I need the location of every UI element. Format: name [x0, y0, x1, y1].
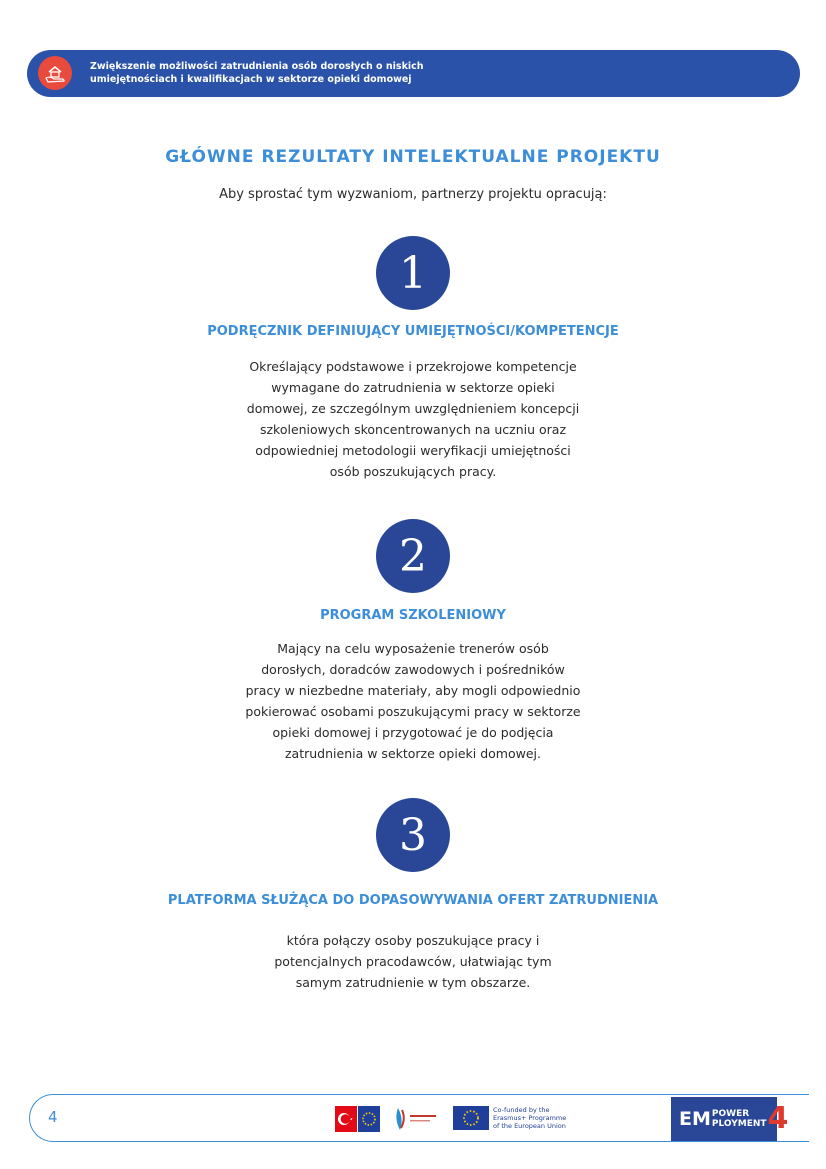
section-1-line: wymagane do zatrudnienia w sektorze opieki — [271, 380, 555, 395]
eu-flag-icon — [453, 1106, 489, 1130]
house-hand-icon — [38, 56, 72, 90]
section-2-line: Mający na celu wyposażenie trenerów osób — [277, 641, 549, 656]
eu-text-line: of the European Union — [493, 1122, 566, 1130]
section-title-1: PODRĘCZNIK DEFINIUJĄCY UMIEJĘTNOŚCI/KOMPETENCJE — [207, 324, 619, 339]
header-title — [90, 60, 510, 86]
section-1-line: osób poszukujących pracy. — [329, 464, 497, 479]
brand-four: 4 — [767, 1101, 789, 1136]
page-title: GŁÓWNE REZULTATY INTELEKTUALNE PROJEKTU — [165, 147, 661, 167]
partner-logo — [392, 1106, 438, 1132]
header-title-line-1: Zwiększenie możliwości zatrudnienia osób dorosłych o niskich — [90, 61, 424, 72]
section-body-3 — [213, 930, 613, 993]
section-1-line: domowej, ze szczególnym uwzględnieniem koncepcji — [246, 401, 580, 416]
section-3-line: potencjalnych pracodawców, ułatwiając tym — [274, 954, 552, 969]
turkey-eu-flag-logo — [335, 1106, 380, 1132]
brand-power: POWER — [711, 1109, 750, 1119]
intro-text: Aby sprostać tym wyzwaniom, partnerzy projektu opracują: — [219, 187, 607, 202]
section-body-1 — [213, 356, 613, 482]
section-2-line: dorosłych, doradców zawodowych i pośredników — [261, 662, 565, 677]
eu-text-line: Co-funded by the — [493, 1106, 550, 1114]
section-title-2: PROGRAM SZKOLENIOWY — [320, 608, 506, 623]
empower4employment-logo — [671, 1097, 789, 1141]
eu-cofunded-text — [493, 1106, 603, 1130]
section-3-line: samym zatrudnienie w tym obszarze. — [295, 975, 531, 990]
section-number-3: 3 — [376, 798, 450, 872]
brand-em: EM — [679, 1108, 711, 1130]
section-2-line: zatrudnienia w sektorze opieki domowej. — [285, 746, 541, 761]
section-1-line: szkoleniowych skoncentrowanych na uczniu oraz — [259, 422, 567, 437]
brand-ployment: PLOYMENT — [711, 1119, 767, 1129]
section-1-line: odpowiedniej metodologii weryfikacji umiejętności — [255, 443, 571, 458]
page-number: 4 — [48, 1108, 58, 1126]
section-3-line: która połączy osoby poszukujące pracy i — [286, 933, 540, 948]
section-2-line: pracy w niezbedne materiały, aby mogli odpowiednio — [245, 683, 581, 698]
section-1-line: Określający podstawowe i przekrojowe kompetencje — [249, 359, 577, 374]
section-2-line: opieki domowej i przygotować je do podjęcia — [272, 725, 554, 740]
section-title-3: PLATFORMA SŁUŻĄCA DO DOPASOWYWANIA OFERT ZATRUDNIENIA — [167, 893, 659, 908]
brand-stack — [712, 1109, 767, 1129]
section-2-line: pokierować osobami poszukującymi pracy w sektorze — [245, 704, 581, 719]
section-number-2: 2 — [376, 519, 450, 593]
section-number-1: 1 — [376, 236, 450, 310]
header-title-line-2: umiejętnościach i kwalifikacjach w sektorze opieki domowej — [90, 74, 412, 85]
eu-text-line: Erasmus+ Programme — [493, 1114, 567, 1122]
section-body-2 — [213, 638, 613, 764]
